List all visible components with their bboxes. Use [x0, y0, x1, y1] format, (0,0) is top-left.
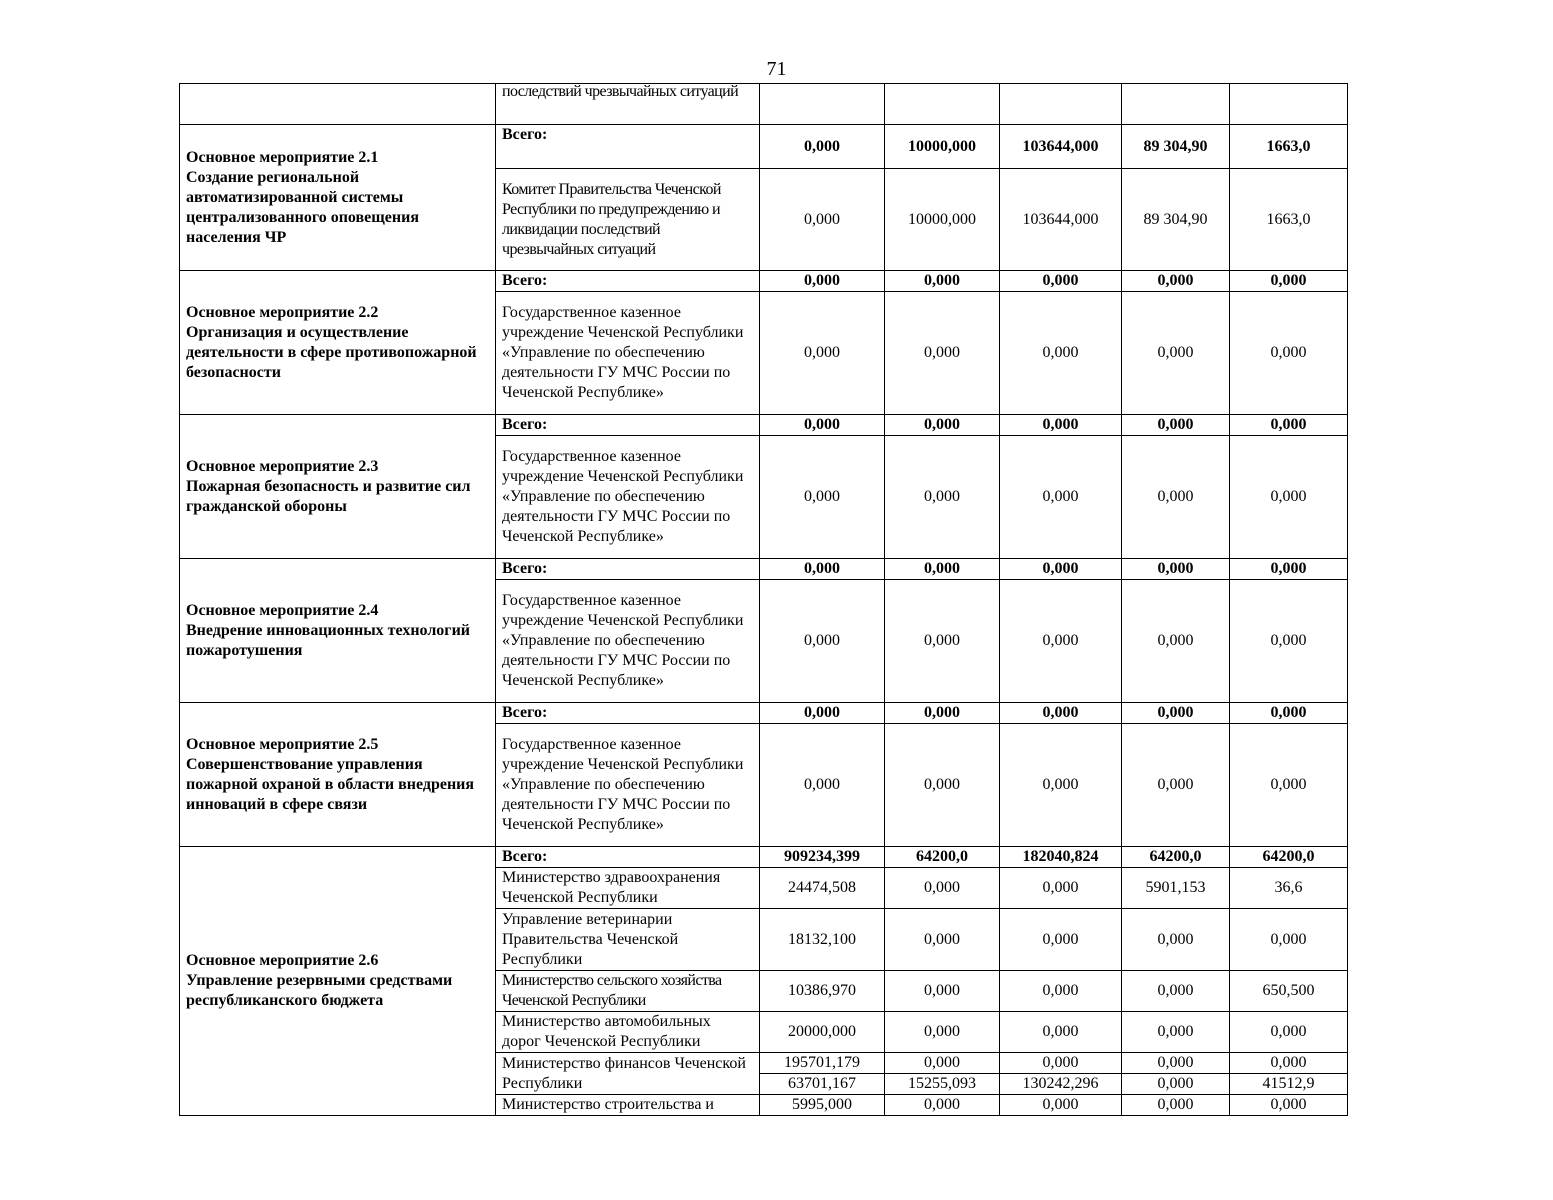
measure-desc: Создание региональной автоматизированной системы централизованного оповещения населения ЧР	[186, 168, 419, 246]
value-cell: 0,000	[1122, 559, 1230, 580]
value-cell: 89 304,90	[1122, 169, 1230, 271]
value-cell: 0,000	[1000, 703, 1122, 724]
value-cell: 0,000	[885, 703, 1000, 724]
measure-cell	[180, 271, 496, 415]
value-cell: 0,000	[1122, 1053, 1230, 1074]
value-cell: 0,000	[760, 559, 885, 580]
org-cell: Министерство финансов Чеченской Республики	[496, 1053, 760, 1095]
measure-cell	[180, 847, 496, 1116]
measure-desc: Пожарная безопасность и развитие сил гражданской обороны	[186, 477, 471, 515]
value-cell: 0,000	[1230, 724, 1348, 847]
value-cell: 0,000	[885, 271, 1000, 292]
value-cell: 0,000	[1122, 703, 1230, 724]
value-cell: 0,000	[1122, 724, 1230, 847]
measure-title: Основное мероприятие 2.1	[186, 148, 379, 166]
value-cell: 10000,000	[885, 169, 1000, 271]
value-cell: 0,000	[1122, 415, 1230, 436]
table-row-total	[180, 559, 1348, 580]
measure-cell	[180, 703, 496, 847]
measure-title: Основное мероприятие 2.3	[186, 457, 379, 475]
total-label: Всего:	[496, 703, 760, 724]
value-cell: 0,000	[760, 436, 885, 559]
measure-cell	[180, 84, 496, 125]
value-cell: 5901,153	[1122, 868, 1230, 909]
measure-cell	[180, 559, 496, 703]
value-cell: 0,000	[1122, 1095, 1230, 1116]
value-cell: 0,000	[885, 1053, 1000, 1074]
value-cell: 18132,100	[760, 909, 885, 971]
value-cell: 0,000	[1230, 1095, 1348, 1116]
page-number: 71	[766, 58, 787, 80]
value-cell: 0,000	[1122, 580, 1230, 703]
measure-desc: Организация и осуществление деятельности в сфере противопожарной безопасности	[186, 323, 477, 381]
value-cell: 0,000	[1230, 415, 1348, 436]
org-cell: Министерство здравоохранения Чеченской Республики	[496, 868, 760, 909]
table-row-total	[180, 415, 1348, 436]
measure-desc: Внедрение инновационных технологий пожаротушения	[186, 621, 471, 659]
value-cell: 0,000	[1000, 271, 1122, 292]
value-cell: 0,000	[885, 868, 1000, 909]
measure-cell	[180, 415, 496, 559]
measure-title: Основное мероприятие 2.5	[186, 735, 379, 753]
value-cell: 1663,0	[1230, 169, 1348, 271]
value-cell: 0,000	[760, 271, 885, 292]
value-cell: 0,000	[885, 724, 1000, 847]
value-cell: 64200,0	[885, 847, 1000, 868]
value-cell: 0,000	[760, 703, 885, 724]
value-cell: 0,000	[1122, 292, 1230, 415]
value-cell: 0,000	[1000, 1095, 1122, 1116]
value-cell: 0,000	[885, 1012, 1000, 1053]
value-cell: 0,000	[1000, 1012, 1122, 1053]
measure-title: Основное мероприятие 2.2	[186, 303, 379, 321]
table-row-total	[180, 271, 1348, 292]
value-cell: 182040,824	[1000, 847, 1122, 868]
value-cell: 41512,9	[1230, 1074, 1348, 1095]
value-cell: 0,000	[1000, 1053, 1122, 1074]
value-cell: 0,000	[760, 169, 885, 271]
value-cell: 0,000	[1000, 909, 1122, 971]
value-cell: 0,000	[1122, 271, 1230, 292]
value-cell: 0,000	[1000, 436, 1122, 559]
value-cell: 5995,000	[760, 1095, 885, 1116]
value-cell: 0,000	[760, 292, 885, 415]
value-cell: 650,500	[1230, 971, 1348, 1012]
value-cell: 64200,0	[1122, 847, 1230, 868]
org-cell: Государственное казенное учреждение Чеченской Республики «Управление по обеспечению деятельности ГУ МЧС России по Чеченской Республике»	[496, 724, 760, 847]
total-label: Всего:	[496, 559, 760, 580]
org-cell: Управление ветеринарии Правительства Чеченской Республики	[496, 909, 760, 971]
value-cell: 0,000	[1122, 909, 1230, 971]
value-cell: 0,000	[1230, 909, 1348, 971]
value-cell: 0,000	[1122, 1012, 1230, 1053]
total-label: Всего:	[496, 847, 760, 868]
value-cell: 909234,399	[760, 847, 885, 868]
value-cell: 0,000	[1000, 559, 1122, 580]
value-cell: 20000,000	[760, 1012, 885, 1053]
value-cell: 0,000	[1230, 292, 1348, 415]
value-cell: 0,000	[1000, 971, 1122, 1012]
value-cell: 0,000	[760, 415, 885, 436]
org-cell: Министерство сельского хозяйства Чеченской Республики	[496, 971, 760, 1012]
org-cell: Министерство автомобильных дорог Чеченской Республики	[496, 1012, 760, 1053]
budget-table	[179, 83, 1348, 1116]
value-cell: 24474,508	[760, 868, 885, 909]
value-cell: 0,000	[1122, 971, 1230, 1012]
org-cell: Комитет Правительства Чеченской Республики по предупреждению и ликвидации последствий чрезвычайных ситуаций	[496, 169, 760, 271]
measure-desc: Совершенствование управления пожарной охраной в области внедрения инноваций в сфере связи	[186, 755, 475, 813]
value-cell: 0,000	[885, 559, 1000, 580]
org-cell: Государственное казенное учреждение Чеченской Республики «Управление по обеспечению деятельности ГУ МЧС России по Чеченской Республике»	[496, 292, 760, 415]
value-cell: 0,000	[760, 125, 885, 169]
total-label: Всего:	[496, 271, 760, 292]
org-cell: Министерство строительства и	[496, 1095, 760, 1116]
value-cell: 130242,296	[1000, 1074, 1122, 1095]
org-cell: последствий чрезвычайных ситуаций	[496, 84, 760, 125]
measure-cell	[180, 125, 496, 271]
value-cell: 0,000	[885, 971, 1000, 1012]
value-cell: 0,000	[1230, 703, 1348, 724]
measure-title: Основное мероприятие 2.4	[186, 601, 379, 619]
org-cell: Государственное казенное учреждение Чеченской Республики «Управление по обеспечению деятельности ГУ МЧС России по Чеченской Республике»	[496, 580, 760, 703]
value-cell: 0,000	[885, 909, 1000, 971]
value-cell: 0,000	[1000, 580, 1122, 703]
value-cell: 0,000	[885, 415, 1000, 436]
value-cell: 89 304,90	[1122, 125, 1230, 169]
value-cell: 0,000	[760, 580, 885, 703]
table-row-total	[180, 703, 1348, 724]
value-cell: 0,000	[1230, 436, 1348, 559]
org-cell: Государственное казенное учреждение Чеченской Республики «Управление по обеспечению деятельности ГУ МЧС России по Чеченской Республике»	[496, 436, 760, 559]
value-cell: 0,000	[1230, 559, 1348, 580]
value-cell: 0,000	[885, 1095, 1000, 1116]
value-cell: 103644,000	[1000, 169, 1122, 271]
value-cell: 0,000	[1000, 292, 1122, 415]
value-cell: 0,000	[760, 724, 885, 847]
value-cell: 0,000	[1230, 1012, 1348, 1053]
table-row-total	[180, 125, 1348, 169]
measure-title: Основное мероприятие 2.6	[186, 952, 379, 969]
value-cell: 0,000	[885, 436, 1000, 559]
value-cell: 0,000	[885, 292, 1000, 415]
table-row-total	[180, 847, 1348, 868]
value-cell: 0,000	[1122, 1074, 1230, 1095]
value-cell: 10386,970	[760, 971, 885, 1012]
value-cell: 0,000	[1000, 868, 1122, 909]
value-cell: 10000,000	[885, 125, 1000, 169]
value-cell: 15255,093	[885, 1074, 1000, 1095]
value-cell: 64200,0	[1230, 847, 1348, 868]
value-cell: 36,6	[1230, 868, 1348, 909]
table-row	[180, 84, 1348, 125]
value-cell: 0,000	[1122, 436, 1230, 559]
total-label: Всего:	[496, 415, 760, 436]
value-cell: 0,000	[1230, 1053, 1348, 1074]
value-cell: 103644,000	[1000, 125, 1122, 169]
value-cell: 63701,167	[760, 1074, 885, 1095]
value-cell: 0,000	[1000, 415, 1122, 436]
value-cell: 0,000	[1230, 271, 1348, 292]
value-cell: 0,000	[1230, 580, 1348, 703]
value-cell: 1663,0	[1230, 125, 1348, 169]
total-label: Всего:	[496, 125, 760, 169]
value-cell: 0,000	[1000, 724, 1122, 847]
measure-desc: Управление резервными средствами республиканского бюджета	[186, 972, 453, 1009]
value-cell: 195701,179	[760, 1053, 885, 1074]
value-cell: 0,000	[885, 580, 1000, 703]
